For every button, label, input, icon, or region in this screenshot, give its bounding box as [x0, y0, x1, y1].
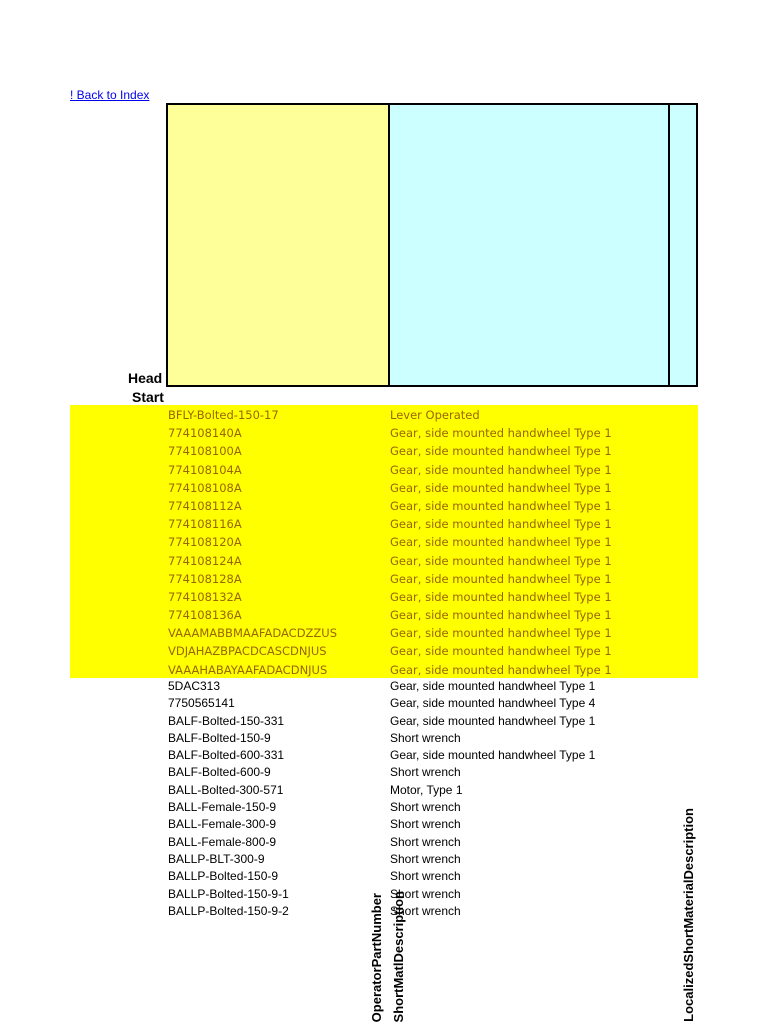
operator-part-number-cell: BALLP-Bolted-150-9-1 [168, 886, 289, 901]
operator-part-number-cell: BALL-Female-800-9 [168, 834, 277, 849]
operator-part-number-cell: 774108116A [168, 517, 242, 532]
table-row [0, 851, 768, 868]
short-description-cell: Gear, side mounted handwheel Type 1 [390, 517, 612, 532]
short-description-cell: Gear, side mounted handwheel Type 1 [390, 553, 612, 568]
operator-part-number-cell: 774108132A [168, 589, 242, 604]
table-row [0, 886, 768, 903]
table-row [0, 570, 768, 588]
table-row [0, 747, 768, 764]
short-description-cell: Gear, side mounted handwheel Type 1 [390, 426, 612, 441]
highlighted-rows [0, 406, 768, 679]
operator-part-number-cell: 774108124A [168, 553, 242, 568]
header-cell-localized-description [668, 103, 698, 387]
table-row [0, 606, 768, 624]
table-row [0, 764, 768, 781]
operator-part-number-cell: BALF-Bolted-600-9 [168, 765, 271, 780]
table-row [0, 461, 768, 479]
table-row [0, 903, 768, 920]
short-description-cell: Gear, side mounted handwheel Type 1 [390, 589, 612, 604]
short-description-cell: Lever Operated [390, 408, 480, 422]
table-row [0, 816, 768, 833]
operator-part-number-cell: VAAAHABAYAAFADACDNJUS [168, 662, 328, 677]
short-description-cell: Gear, side mounted handwheel Type 1 [390, 662, 612, 677]
table-row [0, 678, 768, 695]
operator-part-number-cell: BFLY-Bolted-150-17 [168, 408, 279, 422]
short-description-cell: Short wrench [390, 765, 461, 780]
operator-part-number-cell: BALL-Female-150-9 [168, 800, 277, 815]
short-description-cell: Gear, side mounted handwheel Type 1 [390, 571, 612, 586]
short-description-cell: Gear, side mounted handwheel Type 1 [390, 679, 596, 693]
operator-part-number-cell: 7750565141 [168, 696, 235, 711]
short-description-cell: Gear, side mounted handwheel Type 1 [390, 608, 612, 623]
operator-part-number-cell: BALLP-BLT-300-9 [168, 851, 265, 866]
table-row [0, 661, 768, 679]
operator-part-number-cell: BALF-Bolted-150-331 [168, 713, 285, 728]
back-to-index-link[interactable]: ! Back to Index [70, 88, 150, 102]
operator-part-number-cell: 774108112A [168, 498, 242, 513]
start-marker-label: Start [132, 389, 164, 405]
header-cell-operator-part-number [166, 103, 390, 387]
table-row [0, 868, 768, 885]
operator-part-number-cell: 774108120A [168, 535, 242, 550]
table-row [0, 442, 768, 460]
short-description-cell: Gear, side mounted handwheel Type 1 [390, 626, 612, 641]
operator-part-number-cell: BALLP-Bolted-150-9-2 [168, 903, 289, 918]
head-marker-label: Head [128, 370, 163, 386]
table-row [0, 782, 768, 799]
operator-part-number-cell: VDJAHAZBPACDCASCDNJUS [168, 644, 327, 659]
table-row [0, 713, 768, 730]
table-row [0, 497, 768, 515]
operator-part-number-cell: BALLP-Bolted-150-9 [168, 869, 279, 884]
short-description-cell: Gear, side mounted handwheel Type 1 [390, 535, 612, 550]
table-row [0, 799, 768, 816]
operator-part-number-cell: 774108136A [168, 608, 242, 623]
short-description-cell: Short wrench [390, 730, 461, 745]
short-description-cell: Motor, Type 1 [390, 782, 463, 797]
table-row [0, 730, 768, 747]
table-row [0, 479, 768, 497]
table-row [0, 552, 768, 570]
operator-part-number-cell: VAAAMABBMAAFADACDZZUS [168, 626, 338, 641]
short-description-cell: Short wrench [390, 834, 461, 849]
short-description-cell: Gear, side mounted handwheel Type 1 [390, 480, 612, 495]
operator-part-number-cell: BALF-Bolted-600-331 [168, 748, 285, 763]
operator-part-number-cell: 774108140A [168, 426, 242, 441]
table-row [0, 695, 768, 712]
short-description-cell: Short wrench [390, 817, 461, 832]
operator-part-number-cell: 5DAC313 [168, 679, 221, 693]
short-description-cell: Gear, side mounted handwheel Type 1 [390, 444, 612, 459]
short-description-cell: Gear, side mounted handwheel Type 1 [390, 498, 612, 513]
short-description-cell: Short wrench [390, 869, 461, 884]
table-row [0, 588, 768, 606]
header-label-operator-part-number: OperatorPartNumber [369, 892, 384, 1022]
header-cell-short-matl-description [388, 103, 670, 387]
operator-part-number-cell: BALL-Female-300-9 [168, 817, 277, 832]
header-label-short-matl-description: ShortMatlDescription [391, 890, 406, 1022]
operator-part-number-cell: 774108100A [168, 444, 242, 459]
operator-part-number-cell: 774108128A [168, 571, 242, 586]
table-row [0, 624, 768, 642]
short-description-cell: Gear, side mounted handwheel Type 1 [390, 748, 596, 763]
short-description-cell: Gear, side mounted handwheel Type 4 [390, 696, 596, 711]
short-description-cell: Short wrench [390, 800, 461, 815]
plain-rows [0, 678, 768, 920]
short-description-cell: Short wrench [390, 851, 461, 866]
short-description-cell: Gear, side mounted handwheel Type 1 [390, 462, 612, 477]
operator-part-number-cell: 774108104A [168, 462, 242, 477]
short-description-cell: Short wrench [390, 886, 461, 901]
operator-part-number-cell: 774108108A [168, 480, 242, 495]
table-row [0, 533, 768, 551]
short-description-cell: Gear, side mounted handwheel Type 1 [390, 713, 596, 728]
header-label-localized-description: LocalizedShortMaterialDescription [681, 808, 696, 1022]
operator-part-number-cell: BALF-Bolted-150-9 [168, 730, 271, 745]
short-description-cell: Gear, side mounted handwheel Type 1 [390, 644, 612, 659]
table-row [0, 834, 768, 851]
table-row [0, 515, 768, 533]
table-row [0, 424, 768, 442]
table-row [0, 406, 768, 424]
table-row [0, 642, 768, 660]
operator-part-number-cell: BALL-Bolted-300-571 [168, 782, 284, 797]
short-description-cell: Short wrench [390, 903, 461, 918]
